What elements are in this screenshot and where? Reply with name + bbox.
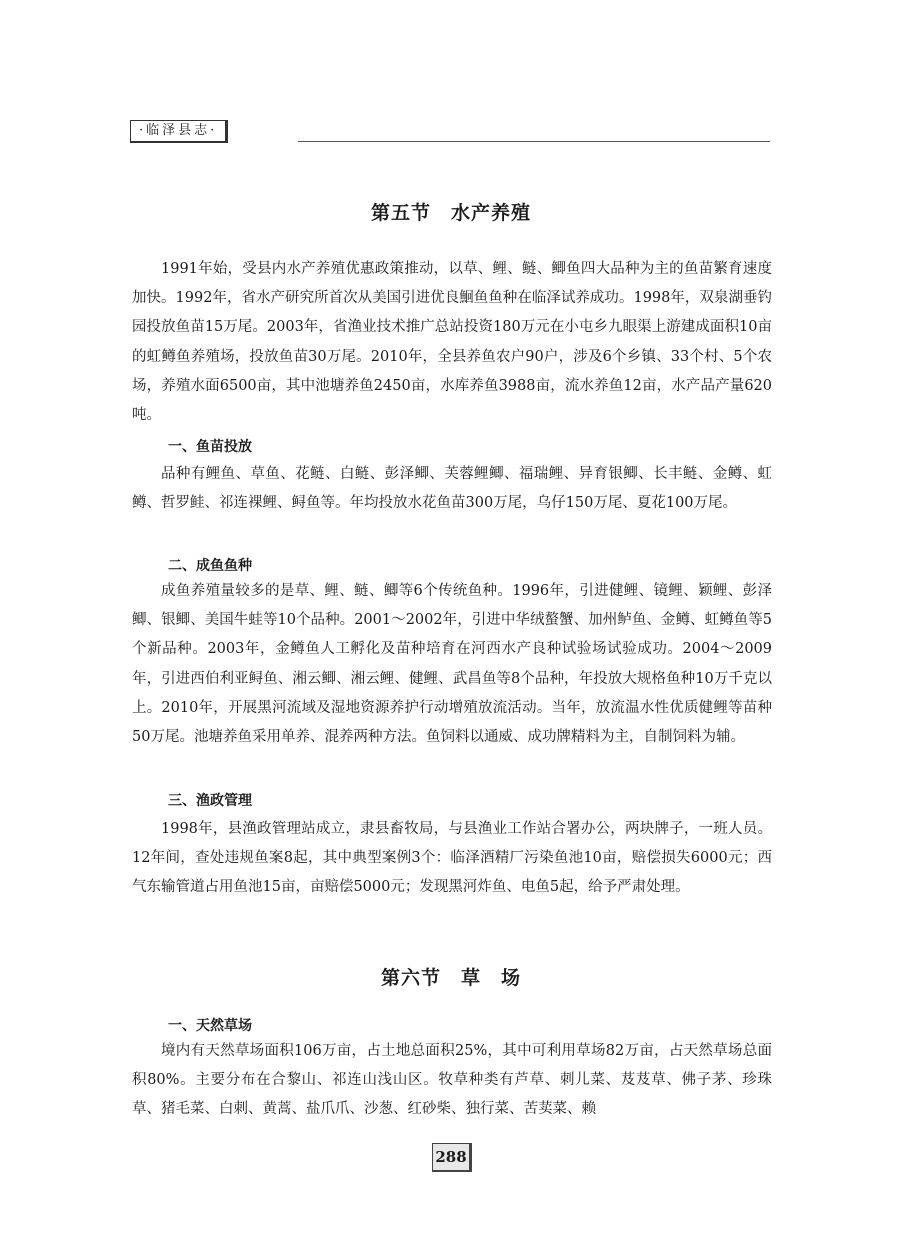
subsection-natural-grassland-text: 境内有天然草场面积106万亩，占土地总面积25%，其中可利用草场82万亩，占天然草场总面积80%。主要分布在合黎山、祁连山浅山区。牧草种类有芦草、刺儿菜、芨芨草、佛子茅、珍珠草、猪毛菜、白刺、黄蒿、盐爪爪、沙葱、红砂柴、独行菜、苦荬菜、赖 <box>132 1043 772 1118</box>
subsection-fry-stocking-text: 品种有鲤鱼、草鱼、花鲢、白鲢、彭泽鲫、芙蓉鲤鲫、福瑞鲤、异育银鲫、长丰鲢、金鳟、虹鳟、哲罗鲑、祁连裸鲤、鲟鱼等。年均投放水花鱼苗300万尾，乌仔150万尾、夏花100万尾。 <box>132 466 772 512</box>
section-5-intro: 1991年始，受县内水产养殖优惠政策推动，以草、鲤、鲢、鲫鱼四大品种为主的鱼苗繁育速度加快。1992年，省水产研究所首次从美国引进优良鮰鱼鱼种在临泽试养成功。1998年，双泉湖垂钓园投放鱼苗15万尾。2003年，省渔业技术推广总站投资180万元在小屯乡九眼渠上游建成面积10亩的虹鳟鱼养殖场，投放鱼苗30万尾。2010年，全县养鱼农户90户，涉及6个乡镇、33个村、5个农场，养殖水面6500亩，其中池塘养鱼2450亩，水库养鱼3988亩，流水养鱼12亩，水产品产量620吨。 <box>132 261 772 424</box>
subsection-fry-stocking-title: 一、鱼苗投放 <box>168 439 252 455</box>
subsection-natural-grassland-title: 一、天然草场 <box>168 1018 252 1034</box>
section-5-title: 第五节 水产养殖 <box>370 202 531 224</box>
subsection-fishery-admin-text: 1998年，县渔政管理站成立，隶县畜牧局，与县渔业工作站合署办公，两块牌子，一班人员。12年间，查处违规鱼案8起，其中典型案例3个：临泽酒精厂污染鱼池10亩，赔偿损失6000元；西气东输管道占用鱼池15亩，亩赔偿5000元；发现黑河炸鱼、电鱼5起，给予严肃处理。 <box>132 821 772 896</box>
page-number: 288 <box>432 1143 472 1172</box>
subsection-adult-fish-text: 成鱼养殖量较多的是草、鲤、鲢、鲫等6个传统鱼种。1996年，引进健鲤、镜鲤、颖鲤、彭泽鲫、银鲫、美国牛蛙等10个品种。2001～2002年，引进中华绒螯蟹、加州鲈鱼、金鳟、虹鳟鱼等5个新品种。2003年，金鳟鱼人工孵化及苗种培育在河西水产良种试验场试验成功。2004～2009年，引进西伯利亚鲟鱼、湘云鲫、湘云鲤、健鲤、武昌鱼等8个品种，年投放大规格鱼种10万千克以上。2010年，开展黑河流域及湿地资源养护行动增殖放流活动。当年，放流温水性优质健鲤等苗种50万尾。池塘养鱼采用单养、混养两种方法。鱼饲料以通威、成功牌精料为主，自制饲料为辅。 <box>132 583 772 746</box>
header-rule <box>298 141 770 142</box>
subsection-fishery-admin-title: 三、渔政管理 <box>168 793 252 809</box>
subsection-adult-fish-title: 二、成鱼鱼种 <box>168 558 252 574</box>
running-head <box>130 120 770 142</box>
running-title: ·临泽县志· <box>130 120 228 143</box>
section-6-title: 第六节 草 场 <box>380 967 521 989</box>
